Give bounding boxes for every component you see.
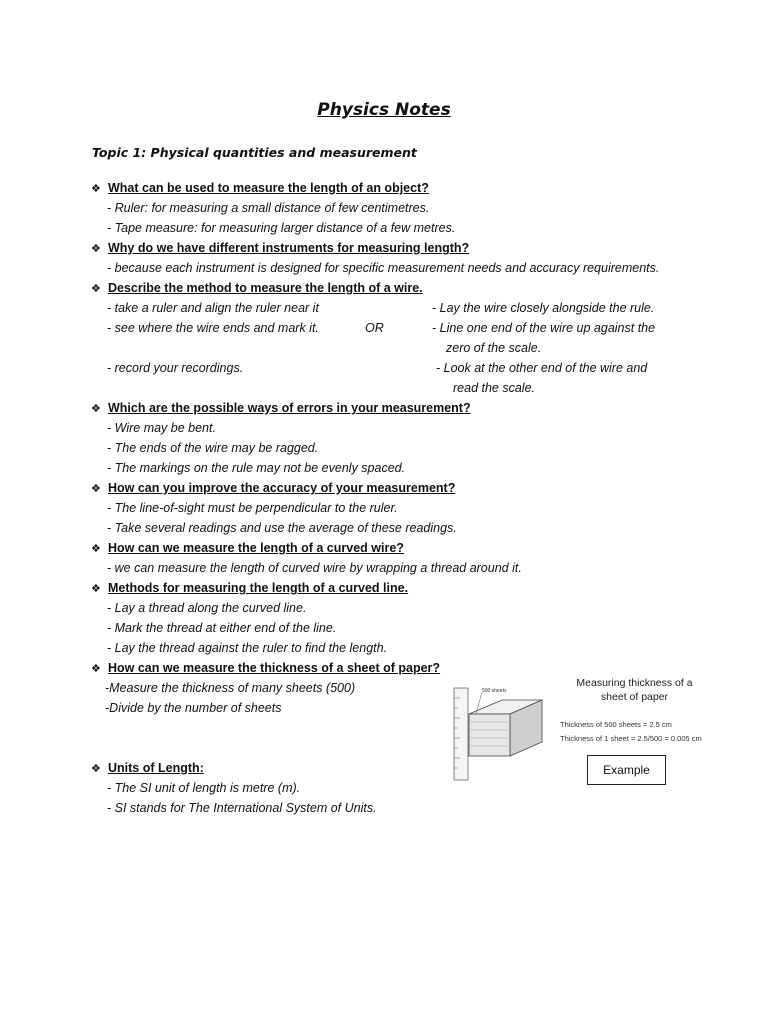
diamond-bullet-icon: ❖ — [91, 763, 101, 775]
figure-calc-line: Thickness of 500 sheets = 2.5 cm — [560, 720, 672, 729]
answer-line: - Tape measure: for measuring larger distance of a few metres. — [107, 221, 456, 235]
question-line — [90, 478, 690, 498]
method-right-step: - Line one end of the wire up against the — [432, 321, 656, 335]
paper-thickness-figure — [442, 676, 712, 786]
question-line — [90, 658, 690, 678]
method-left-step: - see where the wire ends and mark it. — [107, 321, 319, 335]
answer-line: - Lay the thread against the ruler to find the length. — [107, 641, 388, 655]
question-line — [90, 398, 690, 418]
example-label-box: Example — [587, 755, 666, 785]
stack-label: 500 sheets — [482, 688, 507, 694]
question-line — [90, 238, 690, 258]
method-right-continuation: read the scale. — [453, 381, 535, 395]
diamond-bullet-icon: ❖ — [91, 403, 101, 415]
question-text: How can we measure the thickness of a sheet of paper? — [108, 661, 441, 675]
answer-line: - Take several readings and use the average of these readings. — [107, 521, 457, 535]
answer-line: - Lay a thread along the curved line. — [107, 601, 307, 615]
method-row — [90, 358, 690, 378]
question-line — [90, 578, 690, 598]
answer-line: - because each instrument is designed for specific measurement needs and accuracy requirements. — [107, 261, 660, 275]
answer-line: - SI stands for The International System of Units. — [107, 801, 377, 815]
question-line — [90, 278, 690, 298]
answer-line: - Mark the thread at either end of the line. — [107, 621, 337, 635]
answer-line: - The SI unit of length is metre (m). — [107, 781, 301, 795]
topic-heading: Topic 1: Physical quantities and measurement — [92, 145, 417, 160]
diamond-bullet-icon: ❖ — [91, 243, 101, 255]
answer-line: -Measure the thickness of many sheets (500) — [105, 681, 356, 695]
answer-line: - The ends of the wire may be ragged. — [107, 441, 319, 455]
question-text: Describe the method to measure the length of a wire. — [108, 281, 423, 295]
answer-line: - we can measure the length of curved wire by wrapping a thread around it. — [107, 561, 522, 575]
paper-stack-ruler-illustration — [442, 684, 554, 784]
answer-line: - Ruler: for measuring a small distance of few centimetres. — [107, 201, 430, 215]
question-text: What can be used to measure the length of an object? — [108, 181, 429, 195]
method-left-step: - take a ruler and align the ruler near it — [107, 301, 319, 315]
method-left-step: - record your recordings. — [107, 361, 244, 375]
diamond-bullet-icon: ❖ — [91, 583, 101, 595]
question-line — [90, 538, 690, 558]
figure-caption — [562, 676, 707, 704]
question-text: How can we measure the length of a curved wire? — [108, 541, 404, 555]
method-row — [90, 318, 690, 338]
figure-caption-line: sheet of paper — [600, 691, 669, 703]
figure-calc-line: Thickness of 1 sheet = 2.5/500 = 0.005 cm — [560, 734, 702, 743]
question-text: Why do we have different instruments for measuring length? — [108, 241, 470, 255]
method-row — [90, 338, 690, 358]
or-label: OR — [365, 321, 384, 335]
question-text: Units of Length: — [108, 761, 204, 775]
method-right-step: - Lay the wire closely alongside the rule. — [432, 301, 655, 315]
diamond-bullet-icon: ❖ — [91, 483, 101, 495]
answer-line: - Wire may be bent. — [107, 421, 216, 435]
diamond-bullet-icon: ❖ — [91, 283, 101, 295]
figure-caption-line: Measuring thickness of a — [576, 677, 693, 689]
page-title: Physics Notes — [317, 100, 451, 120]
method-right-step: - Look at the other end of the wire and — [436, 361, 648, 375]
diamond-bullet-icon: ❖ — [91, 543, 101, 555]
question-text: Which are the possible ways of errors in your measurement? — [108, 401, 471, 415]
answer-line: - The line-of-sight must be perpendicular to the ruler. — [107, 501, 398, 515]
diamond-bullet-icon: ❖ — [91, 183, 101, 195]
method-row — [90, 378, 690, 398]
question-text: Methods for measuring the length of a curved line. — [108, 581, 409, 595]
method-row — [90, 298, 690, 318]
method-right-continuation: zero of the scale. — [446, 341, 542, 355]
diamond-bullet-icon: ❖ — [91, 663, 101, 675]
question-line — [90, 178, 690, 198]
question-text: How can you improve the accuracy of your measurement? — [108, 481, 456, 495]
answer-line: -Divide by the number of sheets — [105, 701, 282, 715]
answer-line: - The markings on the rule may not be evenly spaced. — [107, 461, 406, 475]
